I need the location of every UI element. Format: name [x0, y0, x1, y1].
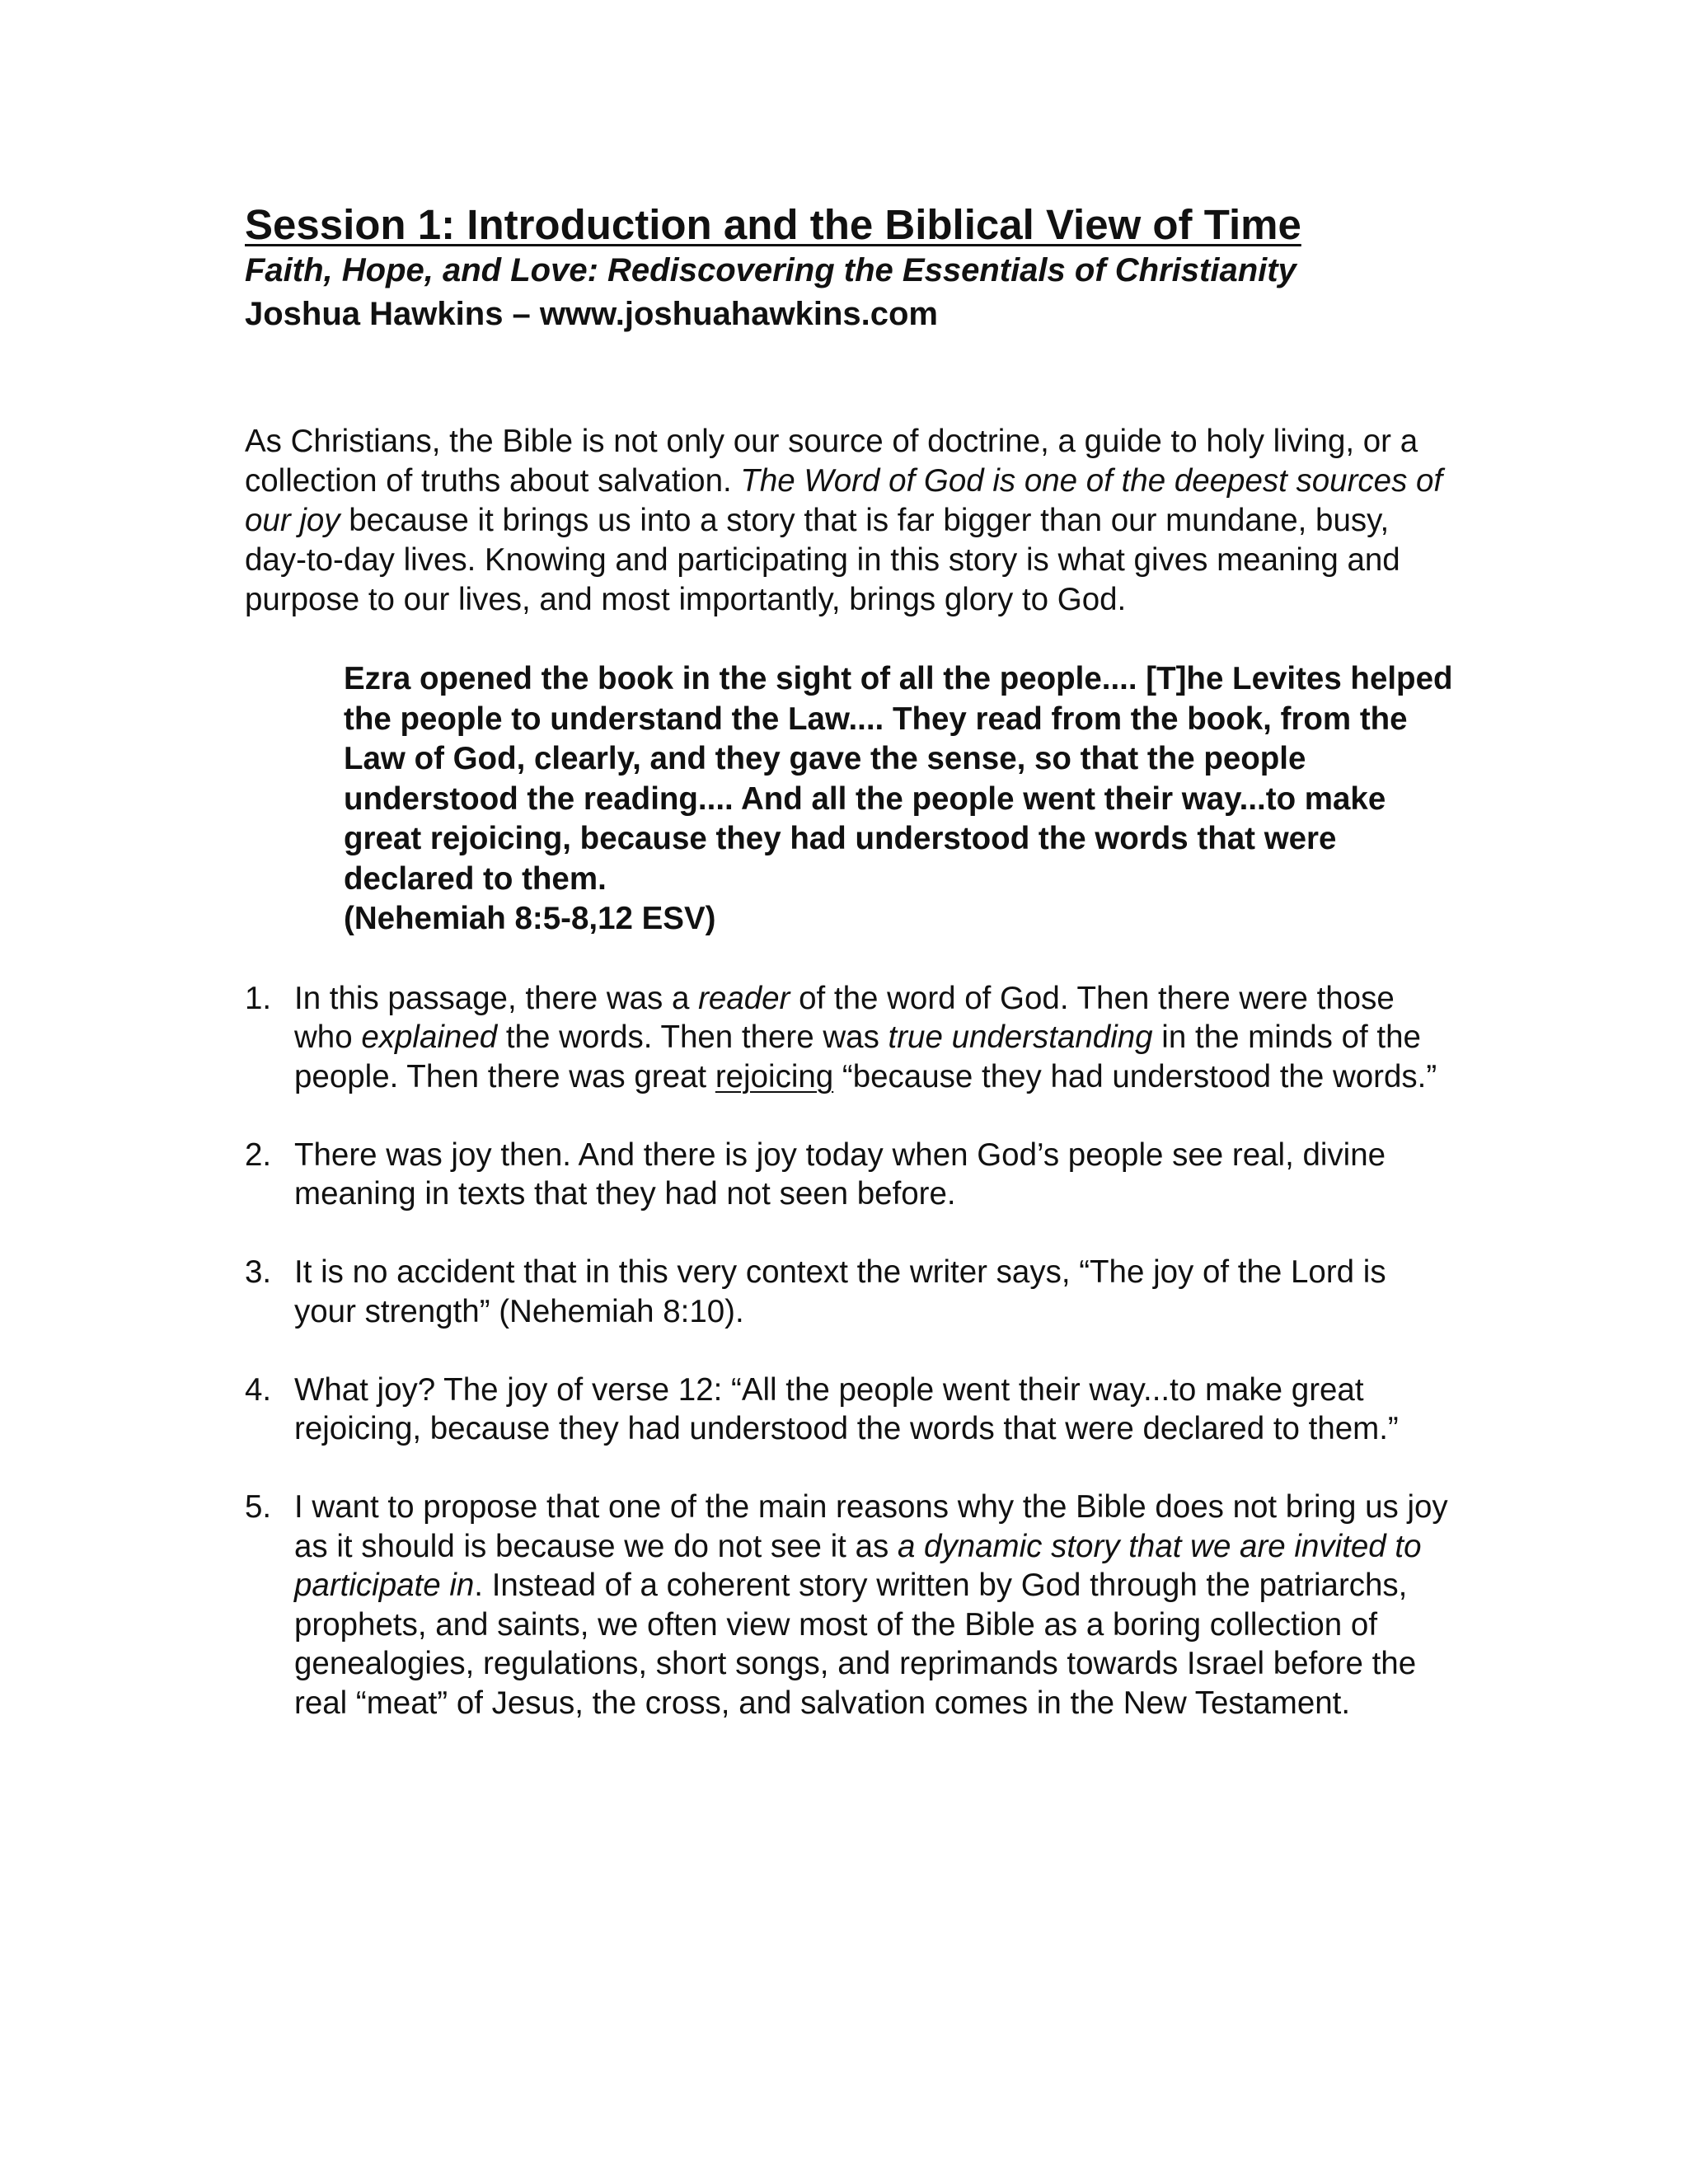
- scripture-quote: [344, 659, 1456, 940]
- list-number: 3.: [245, 1254, 272, 1290]
- series-subtitle: Faith, Hope, and Love: Rediscovering the Essentials of Christianity: [245, 252, 1296, 288]
- quote-text: Ezra opened the book in the sight of all the people.... [T]he Levites helped the people to understand the Law.... They read from the book, from the Law of God, clearly, and they gave the sense, so that the people understood the reading.... And all the people went their way...to make great rejoicing, because they had understood the words that were declared to them.: [344, 661, 1453, 897]
- intro-paragraph: As Christians, the Bible is not only our source of doctrine, a guide to holy living, or a collection of truths about salvation. The Word of God is one of the deepest sources of our joy because it brings us into a story that is far bigger than our mundane, busy, day-to-day lives. Knowing and participating in this story is what gives meaning and purpose to our lives, and most importantly, brings glory to God.: [245, 424, 1443, 617]
- quote-citation: (Nehemiah 8:5-8,12 ESV): [344, 901, 716, 936]
- list-number: 5.: [245, 1489, 272, 1525]
- list-item: 3. It is no accident that in this very context the writer says, “The joy of the Lord is your strength” (Nehemiah 8:10).: [245, 1254, 1386, 1329]
- document-page: [245, 201, 1456, 1762]
- list-item: 1. In this passage, there was a reader of the word of God. Then there were those who explained the words. Then there was true understanding in the minds of the people. Then there was great rejoicing “because they had understood the words.”: [245, 980, 1437, 1094]
- numbered-points: [245, 979, 1456, 1723]
- author-line: Joshua Hawkins – www.joshuahawkins.com: [245, 296, 938, 332]
- list-item: 4. What joy? The joy of verse 12: “All the people went their way...to make great rejoicing, because they had understood the words that were declared to them.”: [245, 1371, 1399, 1446]
- list-number: 1.: [245, 980, 272, 1016]
- list-item: 5. I want to propose that one of the main reasons why the Bible does not bring us joy as it should is because we do not see it as a dynamic story that we are invited to participate in. Instead of a coherent story written by God through the patriarchs, prophets, and saints, we often view most of the Bible as a boring collection of genealogies, regulations, short songs, and reprimands towards Israel before the real “meat” of Jesus, the cross, and salvation comes in the New Testament.: [245, 1489, 1448, 1721]
- list-number: 4.: [245, 1371, 272, 1408]
- list-item: 2. There was joy then. And there is joy today when God’s people see real, divine meaning in texts that they had not seen before.: [245, 1137, 1386, 1212]
- session-title: Session 1: Introduction and the Biblical View of Time: [245, 201, 1301, 248]
- list-number: 2.: [245, 1137, 272, 1173]
- intro-emphasis: The Word of God is one of the deepest sources of our joy: [245, 463, 1443, 538]
